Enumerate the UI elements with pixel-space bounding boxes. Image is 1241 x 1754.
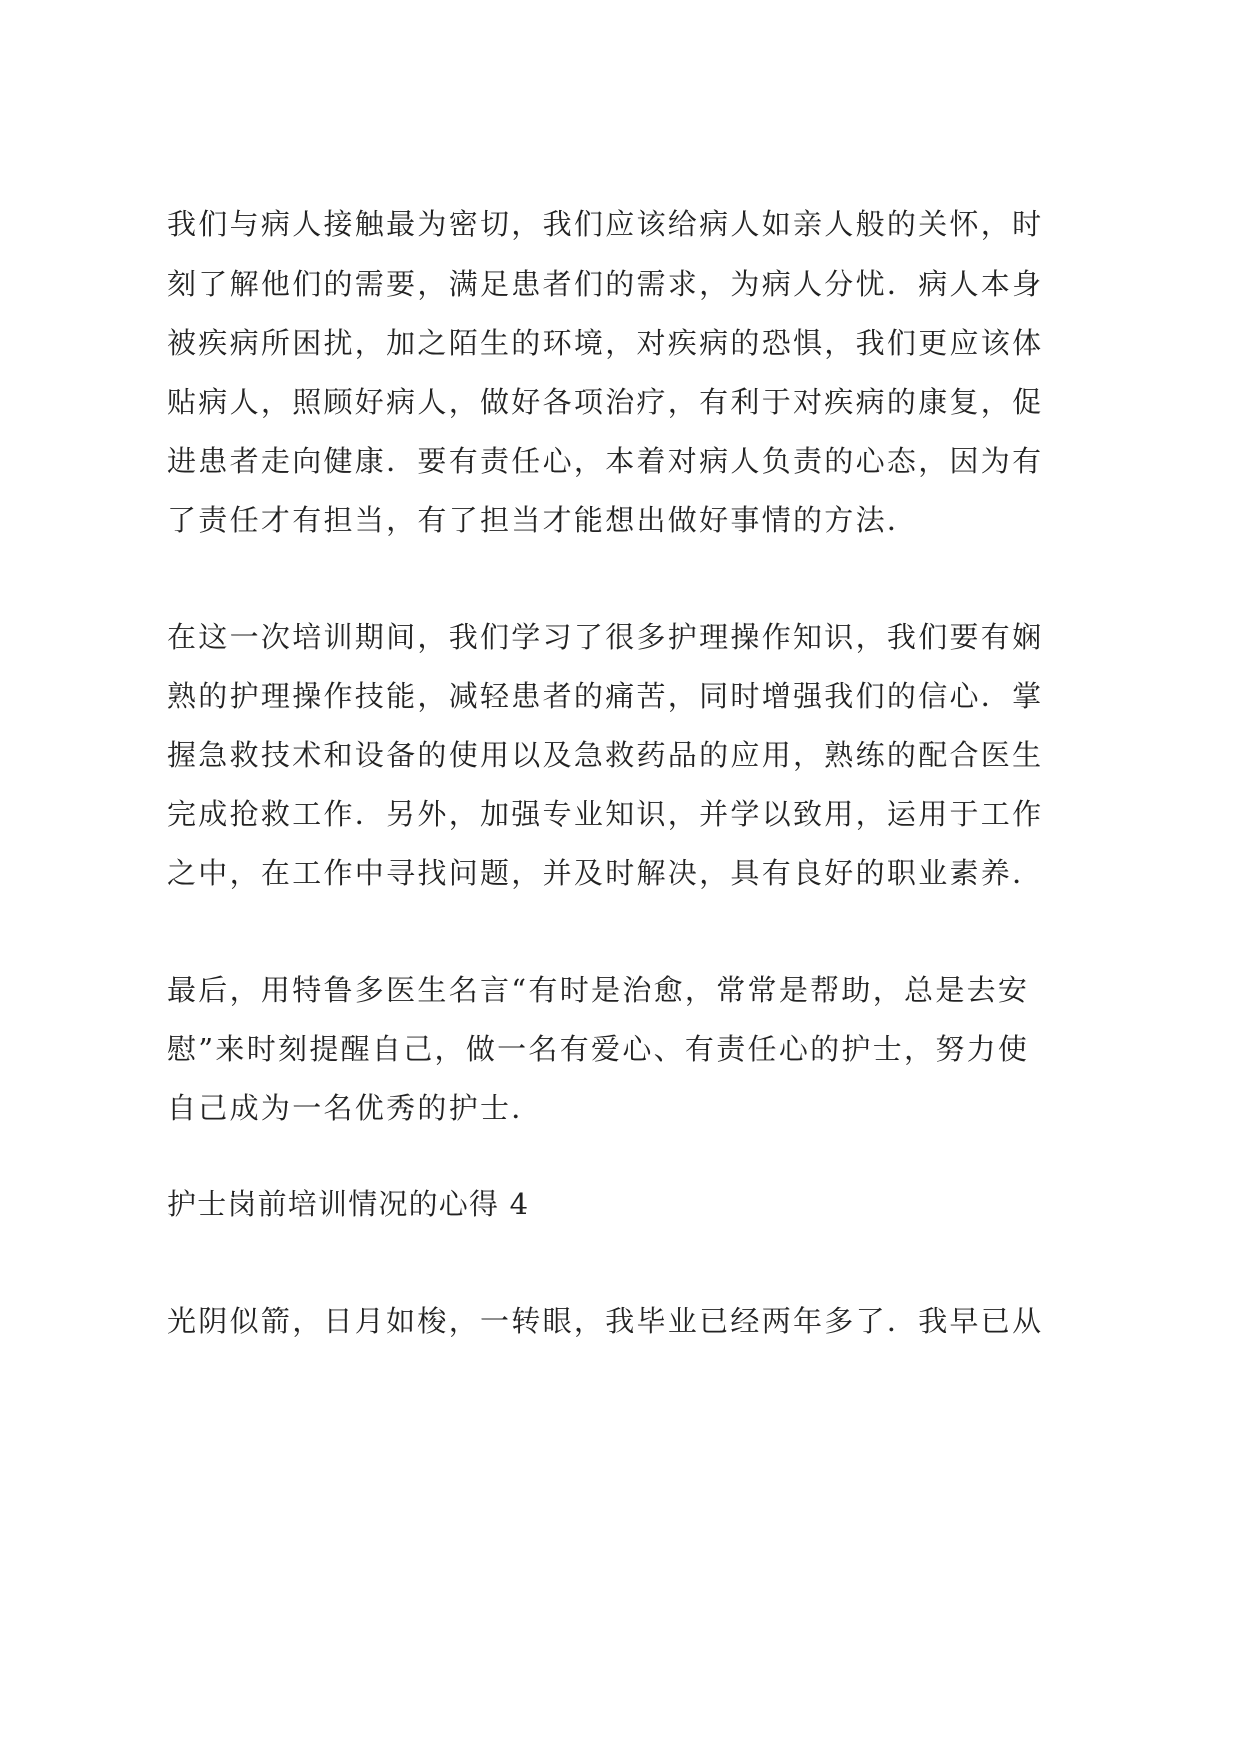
- text-line: 最后，用特鲁多医生名言“有时是治愈，常常是帮助，总是去安: [167, 973, 1030, 1007]
- text-line: 被疾病所困扰，加之陌生的环境，对疾病的恐惧，我们更应该体: [167, 326, 1044, 360]
- section-heading: 护士岗前培训情况的心得 4: [167, 1187, 530, 1221]
- text-line: 在这一次培训期间，我们学习了很多护理操作知识，我们要有娴: [167, 620, 1044, 654]
- text-line: 光阴似箭，日月如梭，一转眼，我毕业已经两年多了．我早已从: [167, 1304, 1044, 1338]
- text-line: 慰”来时刻提醒自己，做一名有爱心、有责任心的护士，努力使: [167, 1032, 1030, 1066]
- text-line: 自己成为一名优秀的护士．: [167, 1091, 543, 1125]
- text-line: 熟的护理操作技能，减轻患者的痛苦，同时增强我们的信心．掌: [167, 679, 1044, 713]
- text-line: 刻了解他们的需要，满足患者们的需求，为病人分忧．病人本身: [167, 267, 1044, 301]
- text-line: 我们与病人接触最为密切，我们应该给病人如亲人般的关怀，时: [167, 207, 1044, 241]
- text-line: 握急救技术和设备的使用以及急救药品的应用，熟练的配合医生: [167, 738, 1044, 772]
- text-line: 贴病人，照顾好病人，做好各项治疗，有利于对疾病的康复，促: [167, 385, 1044, 419]
- text-line: 之中，在工作中寻找问题，并及时解决，具有良好的职业素养．: [167, 856, 1044, 890]
- text-line: 了责任才有担当，有了担当才能想出做好事情的方法．: [167, 503, 919, 537]
- text-line: 进患者走向健康．要有责任心，本着对病人负责的心态，因为有: [167, 444, 1044, 478]
- text-line: 完成抢救工作．另外，加强专业知识，并学以致用，运用于工作: [167, 797, 1044, 831]
